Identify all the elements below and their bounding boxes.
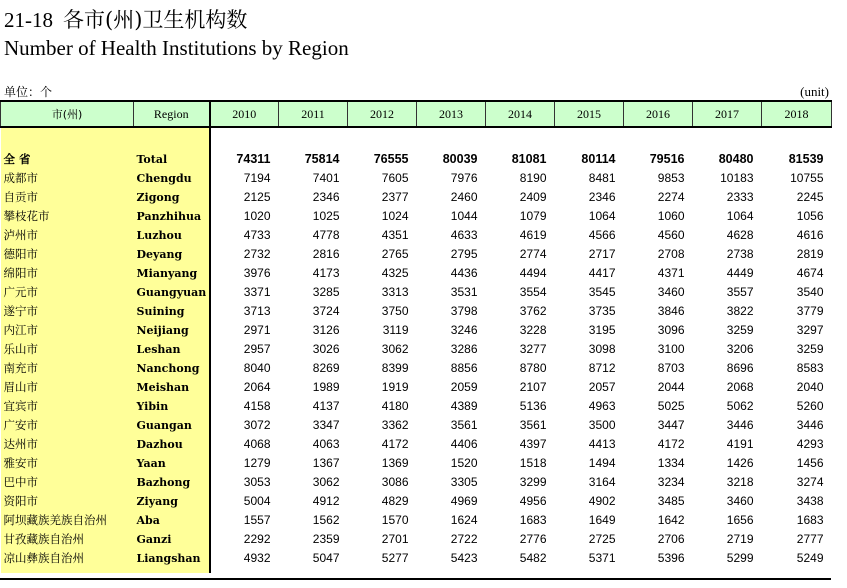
- value-cell: 4172: [381, 437, 409, 451]
- value-cell: 4633: [450, 228, 478, 242]
- value-cell: 3371: [243, 285, 271, 299]
- value-cell: 1060: [657, 209, 685, 223]
- value-cell: 4173: [312, 266, 340, 280]
- value-cell: 4063: [312, 437, 340, 451]
- value-cell: 7976: [450, 171, 478, 185]
- value-cell: 3274: [796, 475, 824, 489]
- region-name-en: Suining: [134, 302, 210, 321]
- value-cell: 2708: [657, 247, 685, 261]
- value-cell: 81081: [511, 152, 547, 166]
- region-name-en: Nanchong: [134, 359, 210, 378]
- value-cell: 4371: [657, 266, 685, 280]
- value-cell: 4137: [312, 399, 340, 413]
- value-cell: 3297: [796, 323, 824, 337]
- value-cell: 2719: [726, 532, 754, 546]
- value-cell: 2732: [243, 247, 271, 261]
- city-name-cn: 巴中市: [1, 473, 134, 492]
- value-cell: 2717: [588, 247, 616, 261]
- value-cell: 76555: [373, 152, 409, 166]
- value-cell: 2044: [657, 380, 685, 394]
- value-cell: 1656: [726, 513, 754, 527]
- value-cell: 4969: [450, 494, 478, 508]
- value-cell: 8703: [657, 361, 685, 375]
- value-cell: 4956: [519, 494, 547, 508]
- value-cell: 3438: [796, 494, 824, 508]
- value-cell: 2068: [726, 380, 754, 394]
- region-name-en: Luzhou: [134, 226, 210, 245]
- city-name-cn: 德阳市: [1, 245, 134, 264]
- value-cell: 2774: [519, 247, 547, 261]
- value-cell: 4902: [588, 494, 616, 508]
- value-cell: 3072: [243, 418, 271, 432]
- region-name-en: Mianyang: [134, 264, 210, 283]
- city-name-cn: 乐山市: [1, 340, 134, 359]
- value-cell: 3798: [450, 304, 478, 318]
- unit-label-cn: 单位：个: [4, 85, 53, 99]
- value-cell: 4932: [243, 551, 271, 565]
- value-cell: 5062: [726, 399, 754, 413]
- region-name-en: Liangshan: [134, 549, 210, 573]
- value-cell: 79516: [649, 152, 685, 166]
- value-cell: 4172: [657, 437, 685, 451]
- value-cell: 5277: [381, 551, 409, 565]
- value-cell: 1683: [796, 513, 824, 527]
- city-name-cn: 凉山彝族自治州: [1, 549, 134, 573]
- city-name-cn: 泸州市: [1, 226, 134, 245]
- value-cell: 4293: [796, 437, 824, 451]
- value-cell: 3554: [519, 285, 547, 299]
- value-cell: 7605: [381, 171, 409, 185]
- table-row: [1, 283, 832, 302]
- region-name-en: Meishan: [134, 378, 210, 397]
- value-cell: 3750: [381, 304, 409, 318]
- city-name-cn: 攀枝花市: [1, 207, 134, 226]
- spacer-row: [1, 127, 832, 150]
- value-cell: 3206: [726, 342, 754, 356]
- table-row: [1, 302, 832, 321]
- value-cell: 3100: [657, 342, 685, 356]
- value-cell: 80039: [442, 152, 478, 166]
- region-name-en: Leshan: [134, 340, 210, 359]
- value-cell: 3540: [796, 285, 824, 299]
- value-cell: 80480: [718, 152, 754, 166]
- region-name-en: Bazhong: [134, 473, 210, 492]
- table-row: [1, 511, 832, 530]
- value-cell: 4191: [726, 437, 754, 451]
- value-cell: 3228: [519, 323, 547, 337]
- value-cell: 2125: [243, 190, 271, 204]
- data-table: [0, 100, 832, 573]
- value-cell: 1520: [450, 456, 478, 470]
- table-row: [1, 454, 832, 473]
- table-row: [1, 321, 832, 340]
- value-cell: 2777: [796, 532, 824, 546]
- value-cell: 2776: [519, 532, 547, 546]
- value-cell: 8040: [243, 361, 271, 375]
- column-header-region: Region: [134, 101, 210, 127]
- city-name-cn: 内江市: [1, 321, 134, 340]
- value-cell: 3500: [588, 418, 616, 432]
- value-cell: 4158: [243, 399, 271, 413]
- value-cell: 8583: [796, 361, 824, 375]
- table-row: [1, 473, 832, 492]
- value-cell: 3822: [726, 304, 754, 318]
- value-cell: 1020: [243, 209, 271, 223]
- city-name-cn: 阿坝藏族羌族自治州: [1, 511, 134, 530]
- table-row: [1, 359, 832, 378]
- value-cell: 3062: [312, 475, 340, 489]
- city-name-cn: 全 省: [1, 150, 134, 169]
- value-cell: 4628: [726, 228, 754, 242]
- table-row: [1, 169, 832, 188]
- column-header-year: 2018: [762, 101, 832, 127]
- value-cell: 4351: [381, 228, 409, 242]
- table-body: [1, 127, 832, 573]
- region-name-en: Neijiang: [134, 321, 210, 340]
- value-cell: 2346: [312, 190, 340, 204]
- value-cell: 2816: [312, 247, 340, 261]
- value-cell: 2738: [726, 247, 754, 261]
- value-cell: 4180: [381, 399, 409, 413]
- table-row: [1, 549, 832, 573]
- city-name-cn: 雅安市: [1, 454, 134, 473]
- value-cell: 3561: [450, 418, 478, 432]
- value-cell: 1624: [450, 513, 478, 527]
- value-cell: 8399: [381, 361, 409, 375]
- value-cell: 10183: [720, 171, 754, 185]
- value-cell: 3545: [588, 285, 616, 299]
- value-cell: 2377: [381, 190, 409, 204]
- value-cell: 3460: [726, 494, 754, 508]
- value-cell: 3447: [657, 418, 685, 432]
- value-cell: 2292: [243, 532, 271, 546]
- city-name-cn: 自贡市: [1, 188, 134, 207]
- value-cell: 3305: [450, 475, 478, 489]
- table-row: [1, 188, 832, 207]
- table-number: 21-18: [4, 8, 53, 32]
- table-row: [1, 530, 832, 549]
- value-cell: 2971: [243, 323, 271, 337]
- value-cell: 4436: [450, 266, 478, 280]
- value-cell: 3362: [381, 418, 409, 432]
- value-cell: 7401: [312, 171, 340, 185]
- value-cell: 3976: [243, 266, 271, 280]
- table-row: [1, 492, 832, 511]
- value-cell: 2765: [381, 247, 409, 261]
- value-cell: 4674: [796, 266, 824, 280]
- value-cell: 5249: [796, 551, 824, 565]
- region-name-en: Guangyuan: [134, 283, 210, 302]
- value-cell: 5260: [796, 399, 824, 413]
- city-name-cn: 成都市: [1, 169, 134, 188]
- column-header-year: 2013: [417, 101, 486, 127]
- value-cell: 1642: [657, 513, 685, 527]
- region-name-en: Deyang: [134, 245, 210, 264]
- value-cell: 3485: [657, 494, 685, 508]
- value-cell: 4494: [519, 266, 547, 280]
- value-cell: 5136: [519, 399, 547, 413]
- value-cell: 1279: [243, 456, 271, 470]
- value-cell: 2040: [796, 380, 824, 394]
- value-cell: 4068: [243, 437, 271, 451]
- value-cell: 3299: [519, 475, 547, 489]
- value-cell: 3259: [726, 323, 754, 337]
- header-row: [1, 101, 832, 127]
- value-cell: 3234: [657, 475, 685, 489]
- region-name-en: Ganzi: [134, 530, 210, 549]
- table-row: [1, 378, 832, 397]
- value-cell: 3313: [381, 285, 409, 299]
- region-name-en: Yaan: [134, 454, 210, 473]
- value-cell: 2957: [243, 342, 271, 356]
- value-cell: 8696: [726, 361, 754, 375]
- value-cell: 3735: [588, 304, 616, 318]
- value-cell: 80114: [581, 152, 616, 166]
- value-cell: 1570: [381, 513, 409, 527]
- value-cell: 1683: [519, 513, 547, 527]
- table-row: [1, 245, 832, 264]
- value-cell: 3062: [381, 342, 409, 356]
- value-cell: 1649: [588, 513, 616, 527]
- value-cell: 3779: [796, 304, 824, 318]
- value-cell: 3026: [312, 342, 340, 356]
- value-cell: 2819: [796, 247, 824, 261]
- total-row: [1, 150, 832, 169]
- value-cell: 5025: [657, 399, 685, 413]
- value-cell: 8269: [312, 361, 340, 375]
- value-cell: 1369: [381, 456, 409, 470]
- city-name-cn: 广元市: [1, 283, 134, 302]
- value-cell: 3724: [312, 304, 340, 318]
- value-cell: 10755: [790, 171, 824, 185]
- value-cell: 4912: [312, 494, 340, 508]
- city-name-cn: 甘孜藏族自治州: [1, 530, 134, 549]
- value-cell: 2059: [450, 380, 478, 394]
- value-cell: 4829: [381, 494, 409, 508]
- region-name-en: Yibin: [134, 397, 210, 416]
- value-cell: 8712: [588, 361, 616, 375]
- value-cell: 2706: [657, 532, 685, 546]
- page-title-cn: [4, 4, 247, 34]
- value-cell: 3285: [312, 285, 340, 299]
- value-cell: 5299: [726, 551, 754, 565]
- value-cell: 1056: [796, 209, 824, 223]
- value-cell: 5371: [588, 551, 616, 565]
- value-cell: 5047: [312, 551, 340, 565]
- value-cell: 4413: [588, 437, 616, 451]
- value-cell: 4619: [519, 228, 547, 242]
- value-cell: 2701: [381, 532, 409, 546]
- value-cell: 3119: [382, 323, 409, 337]
- title-cn-text: 各市(州)卫生机构数: [63, 8, 248, 32]
- column-header-city: 市(州): [1, 101, 134, 127]
- value-cell: 4417: [588, 266, 616, 280]
- table-row: [1, 416, 832, 435]
- value-cell: 4449: [726, 266, 754, 280]
- value-cell: 75814: [304, 152, 340, 166]
- city-name-cn: 南充市: [1, 359, 134, 378]
- value-cell: 4733: [243, 228, 271, 242]
- city-name-cn: 资阳市: [1, 492, 134, 511]
- value-cell: 4325: [381, 266, 409, 280]
- value-cell: 1064: [588, 209, 616, 223]
- value-cell: 5482: [519, 551, 547, 565]
- value-cell: 8481: [588, 171, 616, 185]
- value-cell: 3246: [450, 323, 478, 337]
- value-cell: 3460: [657, 285, 685, 299]
- value-cell: 2460: [450, 190, 478, 204]
- value-cell: 1919: [381, 380, 409, 394]
- value-cell: 8856: [450, 361, 478, 375]
- page-title-en: Number of Health Institutions by Region: [4, 36, 349, 60]
- region-name-en: Aba: [134, 511, 210, 530]
- value-cell: 3098: [588, 342, 616, 356]
- table-row: [1, 264, 832, 283]
- table-row: [1, 226, 832, 245]
- value-cell: 2245: [796, 190, 824, 204]
- value-cell: 1562: [312, 513, 340, 527]
- value-cell: 7194: [243, 171, 271, 185]
- value-cell: 3762: [519, 304, 547, 318]
- value-cell: 2359: [312, 532, 340, 546]
- region-name-en: Dazhou: [134, 435, 210, 454]
- value-cell: 2064: [243, 380, 271, 394]
- region-name-en: Panzhihua: [134, 207, 210, 226]
- value-cell: 4963: [588, 399, 616, 413]
- region-name-en: Ziyang: [134, 492, 210, 511]
- value-cell: 8780: [519, 361, 547, 375]
- value-cell: 3531: [450, 285, 478, 299]
- region-name-en: Guangan: [134, 416, 210, 435]
- value-cell: 3096: [657, 323, 685, 337]
- city-name-cn: 广安市: [1, 416, 134, 435]
- value-cell: 4616: [796, 228, 824, 242]
- table-row: [1, 397, 832, 416]
- value-cell: 3195: [588, 323, 616, 337]
- region-name-en: Total: [134, 150, 210, 169]
- value-cell: 4560: [657, 228, 685, 242]
- table-row: [1, 435, 832, 454]
- unit-label-en: (unit): [800, 84, 829, 99]
- value-cell: 4389: [450, 399, 478, 413]
- column-header-year: 2010: [210, 101, 279, 127]
- value-cell: 2333: [726, 190, 754, 204]
- value-cell: 8190: [519, 171, 547, 185]
- value-cell: 5004: [243, 494, 271, 508]
- value-cell: 2057: [588, 380, 616, 394]
- value-cell: 3259: [796, 342, 824, 356]
- value-cell: 1044: [450, 209, 478, 223]
- value-cell: 2346: [588, 190, 616, 204]
- column-header-year: 2015: [555, 101, 624, 127]
- column-header-year: 2016: [624, 101, 693, 127]
- value-cell: 1989: [312, 380, 340, 394]
- city-name-cn: 达州市: [1, 435, 134, 454]
- value-cell: 4778: [312, 228, 340, 242]
- value-cell: 1079: [519, 209, 547, 223]
- value-cell: 1426: [726, 456, 754, 470]
- value-cell: 3218: [726, 475, 754, 489]
- column-header-year: 2012: [348, 101, 417, 127]
- value-cell: 3557: [726, 285, 754, 299]
- table-row: [1, 207, 832, 226]
- value-cell: 1025: [312, 209, 340, 223]
- value-cell: 2274: [657, 190, 685, 204]
- value-cell: 1518: [519, 456, 547, 470]
- value-cell: 1024: [381, 209, 409, 223]
- value-cell: 3086: [381, 475, 409, 489]
- value-cell: 1367: [312, 456, 340, 470]
- value-cell: 2795: [450, 247, 478, 261]
- region-name-en: Zigong: [134, 188, 210, 207]
- value-cell: 5423: [450, 551, 478, 565]
- value-cell: 1557: [243, 513, 271, 527]
- value-cell: 3347: [312, 418, 340, 432]
- city-name-cn: 眉山市: [1, 378, 134, 397]
- value-cell: 3561: [519, 418, 547, 432]
- column-header-year: 2011: [279, 101, 348, 127]
- value-cell: 3277: [519, 342, 547, 356]
- column-header-year: 2014: [486, 101, 555, 127]
- value-cell: 3126: [312, 323, 340, 337]
- value-cell: 3713: [243, 304, 271, 318]
- city-name-cn: 宜宾市: [1, 397, 134, 416]
- value-cell: 3053: [243, 475, 271, 489]
- value-cell: 2107: [519, 380, 547, 394]
- value-cell: 1456: [796, 456, 824, 470]
- value-cell: 3286: [450, 342, 478, 356]
- value-cell: 81539: [788, 152, 824, 166]
- value-cell: 3446: [726, 418, 754, 432]
- value-cell: 4566: [588, 228, 616, 242]
- value-cell: 9853: [657, 171, 685, 185]
- city-name-cn: 绵阳市: [1, 264, 134, 283]
- value-cell: 1494: [588, 456, 616, 470]
- value-cell: 2409: [519, 190, 547, 204]
- value-cell: 1064: [726, 209, 754, 223]
- value-cell: 5396: [657, 551, 685, 565]
- value-cell: 74311: [236, 152, 271, 166]
- value-cell: 3446: [796, 418, 824, 432]
- region-name-en: Chengdu: [134, 169, 210, 188]
- column-header-year: 2017: [693, 101, 762, 127]
- value-cell: 3164: [588, 475, 616, 489]
- table-row: [1, 340, 832, 359]
- value-cell: 2722: [450, 532, 478, 546]
- value-cell: 4397: [519, 437, 547, 451]
- value-cell: 2725: [588, 532, 616, 546]
- value-cell: 3846: [657, 304, 685, 318]
- table-bottom-rule: [0, 578, 831, 580]
- value-cell: 4406: [450, 437, 478, 451]
- value-cell: 1334: [657, 456, 685, 470]
- city-name-cn: 遂宁市: [1, 302, 134, 321]
